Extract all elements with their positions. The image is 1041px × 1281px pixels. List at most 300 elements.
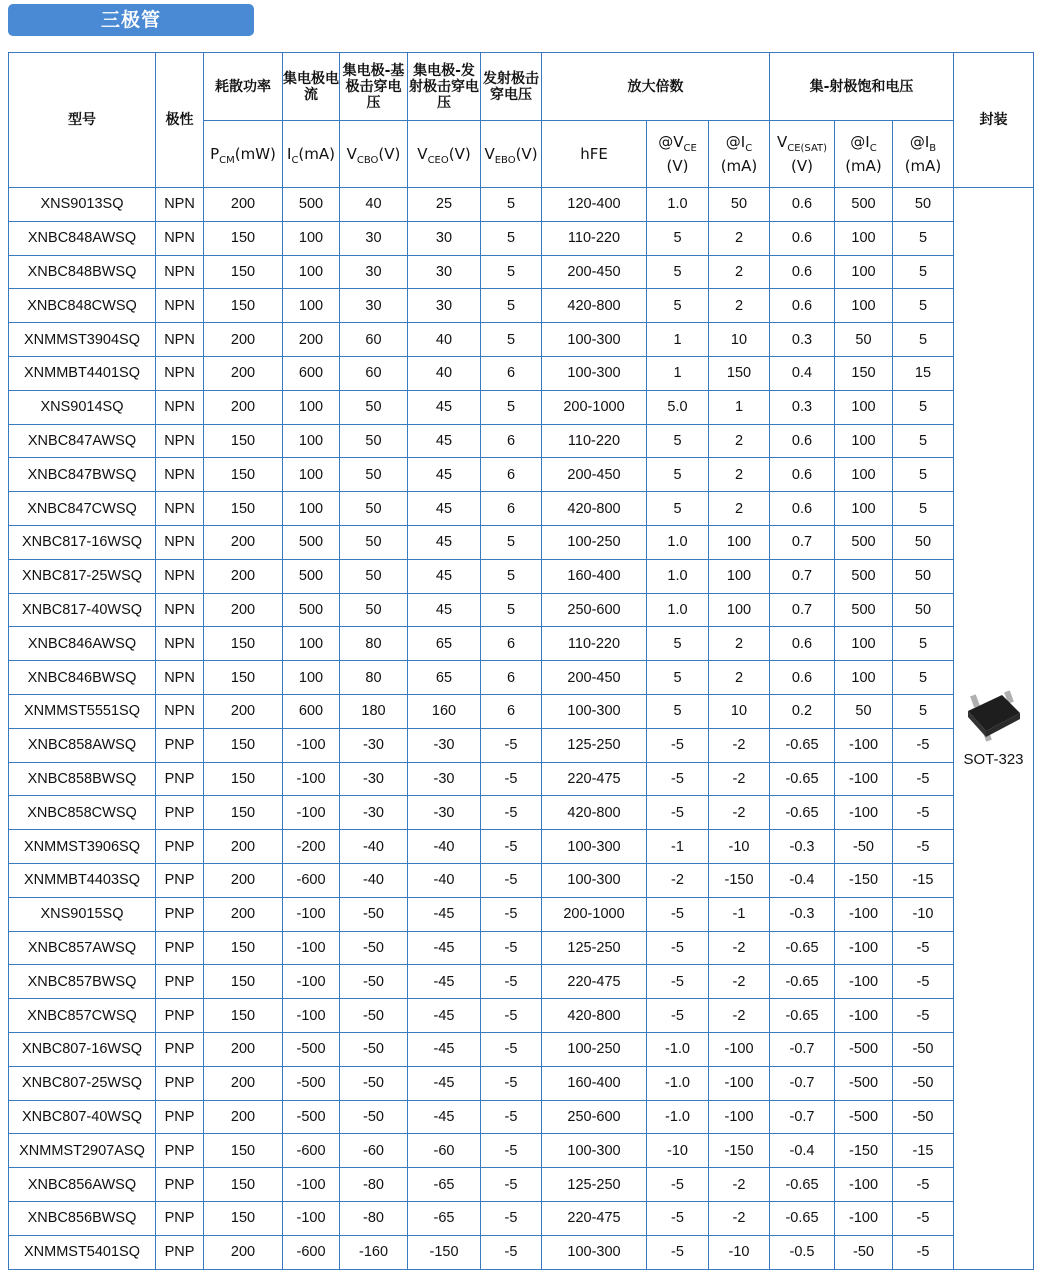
cell-ic: -100 [283, 1201, 340, 1235]
cell-ic: 100 [283, 458, 340, 492]
cell-at-ic2: 100 [835, 661, 893, 695]
cell-polarity: NPN [156, 525, 204, 559]
cell-pcm: 200 [204, 559, 283, 593]
cell-vebo: -5 [481, 1235, 542, 1269]
cell-ic: 100 [283, 627, 340, 661]
cell-at-ic2: -100 [835, 897, 893, 931]
table-row [9, 1201, 1034, 1235]
table-row [9, 1134, 1034, 1168]
cell-model: XNBC807-25WSQ [9, 1066, 156, 1100]
cell-ic: -100 [283, 1168, 340, 1202]
cell-model: XNBC846AWSQ [9, 627, 156, 661]
cell-at-ib: -5 [893, 999, 954, 1033]
table-row [9, 661, 1034, 695]
cell-vceo: -60 [408, 1134, 481, 1168]
cell-vcbo: -50 [340, 999, 408, 1033]
table-row [9, 356, 1034, 390]
cell-vcesat: 0.4 [770, 356, 835, 390]
cell-at-vce: -1.0 [647, 1066, 709, 1100]
cell-hfe: 250-600 [542, 593, 647, 627]
table-row [9, 796, 1034, 830]
table-row [9, 1032, 1034, 1066]
cell-vcbo: -50 [340, 1066, 408, 1100]
cell-at-ic: 2 [709, 255, 770, 289]
cell-ic: 100 [283, 390, 340, 424]
table-row [9, 1066, 1034, 1100]
cell-vcbo: 180 [340, 694, 408, 728]
cell-at-ib: 5 [893, 323, 954, 357]
cell-hfe: 125-250 [542, 728, 647, 762]
cell-at-ic2: -50 [835, 1235, 893, 1269]
cell-model: XNBC856AWSQ [9, 1168, 156, 1202]
cell-polarity: NPN [156, 593, 204, 627]
cell-vcesat: -0.4 [770, 863, 835, 897]
cell-at-vce: -5 [647, 897, 709, 931]
cell-vceo: 160 [408, 694, 481, 728]
cell-vcesat: 0.6 [770, 661, 835, 695]
cell-at-vce: -5 [647, 1235, 709, 1269]
table-row [9, 863, 1034, 897]
header-model: 型号 [9, 53, 156, 188]
cell-at-vce: 5 [647, 458, 709, 492]
cell-pcm: 200 [204, 694, 283, 728]
cell-vcbo: 80 [340, 661, 408, 695]
cell-at-ic: -2 [709, 762, 770, 796]
header-vcbo-title: 集电极-基极击穿电压 [340, 53, 408, 121]
header-at-vce: $@V_{CE}$ (V) [647, 121, 709, 188]
cell-ic: 100 [283, 424, 340, 458]
cell-ic: -100 [283, 796, 340, 830]
cell-at-ic: -10 [709, 830, 770, 864]
table-row [9, 255, 1034, 289]
cell-at-ib: 5 [893, 492, 954, 526]
cell-vebo: 5 [481, 221, 542, 255]
cell-ic: 100 [283, 661, 340, 695]
cell-at-ic: -100 [709, 1100, 770, 1134]
cell-at-vce: 1.0 [647, 188, 709, 222]
cell-vebo: 5 [481, 188, 542, 222]
header-vebo-title: 发射极击穿电压 [481, 53, 542, 121]
cell-vceo: -45 [408, 897, 481, 931]
cell-vcesat: -0.3 [770, 830, 835, 864]
cell-hfe: 200-1000 [542, 390, 647, 424]
cell-at-ic: 2 [709, 627, 770, 661]
cell-vebo: -5 [481, 762, 542, 796]
cell-at-ic: 2 [709, 221, 770, 255]
cell-ic: -100 [283, 728, 340, 762]
cell-vcbo: -40 [340, 863, 408, 897]
cell-vebo: 5 [481, 390, 542, 424]
cell-vceo: -30 [408, 762, 481, 796]
cell-at-ib: 5 [893, 221, 954, 255]
cell-at-ic: 100 [709, 525, 770, 559]
cell-hfe: 200-450 [542, 661, 647, 695]
cell-polarity: PNP [156, 965, 204, 999]
cell-ic: 500 [283, 188, 340, 222]
cell-vceo: -65 [408, 1168, 481, 1202]
cell-at-ic: 10 [709, 694, 770, 728]
cell-polarity: PNP [156, 1235, 204, 1269]
cell-vceo: 25 [408, 188, 481, 222]
table-row [9, 1168, 1034, 1202]
cell-polarity: NPN [156, 661, 204, 695]
cell-ic: -600 [283, 1134, 340, 1168]
table-row [9, 221, 1034, 255]
cell-vcbo: -30 [340, 762, 408, 796]
cell-vebo: 5 [481, 559, 542, 593]
cell-at-ic2: 100 [835, 492, 893, 526]
cell-model: XNBC856BWSQ [9, 1201, 156, 1235]
cell-at-ib: 50 [893, 593, 954, 627]
cell-at-ib: -50 [893, 1032, 954, 1066]
cell-at-ic2: 100 [835, 289, 893, 323]
cell-at-ib: -5 [893, 1168, 954, 1202]
cell-vcbo: -50 [340, 931, 408, 965]
cell-hfe: 220-475 [542, 965, 647, 999]
cell-polarity: NPN [156, 323, 204, 357]
cell-at-ic: 2 [709, 661, 770, 695]
cell-ic: 500 [283, 559, 340, 593]
cell-vcesat: -0.65 [770, 762, 835, 796]
cell-vebo: -5 [481, 728, 542, 762]
cell-ic: -100 [283, 999, 340, 1033]
cell-vceo: -65 [408, 1201, 481, 1235]
cell-ic: -500 [283, 1066, 340, 1100]
header-ic-unit: $I_C(mA)$ [283, 121, 340, 188]
cell-model: XNMMST5401SQ [9, 1235, 156, 1269]
cell-vebo: 6 [481, 694, 542, 728]
cell-at-ic2: -100 [835, 1201, 893, 1235]
cell-hfe: 220-475 [542, 1201, 647, 1235]
cell-vcbo: -80 [340, 1201, 408, 1235]
cell-vceo: 45 [408, 424, 481, 458]
cell-vebo: -5 [481, 897, 542, 931]
cell-polarity: NPN [156, 356, 204, 390]
cell-polarity: NPN [156, 458, 204, 492]
cell-at-ic2: 100 [835, 221, 893, 255]
cell-hfe: 100-300 [542, 863, 647, 897]
cell-at-ic: -100 [709, 1032, 770, 1066]
cell-pcm: 150 [204, 728, 283, 762]
cell-pcm: 150 [204, 221, 283, 255]
cell-at-ic2: 500 [835, 559, 893, 593]
cell-pcm: 150 [204, 458, 283, 492]
header-vebo-unit: $V_{EBO}(V)$ [481, 121, 542, 188]
cell-vcbo: -50 [340, 1100, 408, 1134]
header-pcm-title: 耗散功率 [204, 53, 283, 121]
cell-vcesat: -0.65 [770, 931, 835, 965]
cell-ic: 100 [283, 492, 340, 526]
cell-at-ic: -2 [709, 1201, 770, 1235]
cell-at-ib: -5 [893, 762, 954, 796]
cell-vebo: -5 [481, 1168, 542, 1202]
cell-ic: 500 [283, 593, 340, 627]
cell-at-vce: 1.0 [647, 559, 709, 593]
table-row [9, 762, 1034, 796]
cell-ic: 600 [283, 694, 340, 728]
cell-at-vce: 5 [647, 694, 709, 728]
cell-pcm: 150 [204, 931, 283, 965]
cell-hfe: 110-220 [542, 627, 647, 661]
cell-vcesat: -0.65 [770, 965, 835, 999]
cell-pcm: 150 [204, 1168, 283, 1202]
cell-at-vce: -5 [647, 931, 709, 965]
cell-pcm: 200 [204, 1235, 283, 1269]
cell-vebo: -5 [481, 999, 542, 1033]
cell-at-ic2: 100 [835, 458, 893, 492]
cell-at-vce: 5 [647, 221, 709, 255]
cell-model: XNBC848BWSQ [9, 255, 156, 289]
cell-vcbo: -160 [340, 1235, 408, 1269]
cell-vcesat: -0.65 [770, 796, 835, 830]
cell-vceo: -45 [408, 965, 481, 999]
cell-polarity: PNP [156, 897, 204, 931]
header-at-ic2: $@I_C$ (mA) [835, 121, 893, 188]
cell-hfe: 200-450 [542, 458, 647, 492]
cell-model: XNMMST3904SQ [9, 323, 156, 357]
cell-vcesat: -0.5 [770, 1235, 835, 1269]
cell-at-ic2: -100 [835, 999, 893, 1033]
cell-vebo: -5 [481, 1100, 542, 1134]
table-row [9, 323, 1034, 357]
cell-vcesat: -0.65 [770, 1168, 835, 1202]
cell-at-ic2: -100 [835, 728, 893, 762]
cell-at-vce: -1 [647, 830, 709, 864]
cell-vcesat: 0.7 [770, 593, 835, 627]
cell-vebo: 5 [481, 525, 542, 559]
cell-vcbo: -50 [340, 1032, 408, 1066]
table-row [9, 1100, 1034, 1134]
cell-vebo: -5 [481, 931, 542, 965]
cell-hfe: 200-1000 [542, 897, 647, 931]
cell-model: XNBC857CWSQ [9, 999, 156, 1033]
cell-at-ib: -50 [893, 1066, 954, 1100]
cell-hfe: 110-220 [542, 424, 647, 458]
cell-pcm: 150 [204, 492, 283, 526]
package-name: SOT-323 [963, 750, 1024, 768]
header-hfe: hFE [542, 121, 647, 188]
cell-vcesat: 0.6 [770, 289, 835, 323]
cell-polarity: NPN [156, 390, 204, 424]
cell-at-ic: 100 [709, 593, 770, 627]
cell-vcesat: -0.7 [770, 1100, 835, 1134]
header-package: 封装 [954, 53, 1034, 188]
cell-at-ic: -150 [709, 1134, 770, 1168]
cell-vcesat: 0.2 [770, 694, 835, 728]
cell-polarity: NPN [156, 221, 204, 255]
cell-vcesat: 0.6 [770, 424, 835, 458]
cell-model: XNBC847BWSQ [9, 458, 156, 492]
cell-pcm: 200 [204, 356, 283, 390]
cell-pcm: 200 [204, 830, 283, 864]
cell-vceo: 45 [408, 525, 481, 559]
cell-at-ic: 150 [709, 356, 770, 390]
cell-model: XNBC857BWSQ [9, 965, 156, 999]
cell-at-vce: -5 [647, 762, 709, 796]
cell-vcbo: 50 [340, 458, 408, 492]
cell-model: XNBC858CWSQ [9, 796, 156, 830]
sot323-package-icon [962, 689, 1026, 745]
cell-hfe: 100-300 [542, 694, 647, 728]
cell-vceo: 30 [408, 255, 481, 289]
cell-model: XNS9015SQ [9, 897, 156, 931]
cell-vcesat: 0.7 [770, 525, 835, 559]
cell-vcbo: 50 [340, 593, 408, 627]
header-vcesat: $V_{CE(SAT)}$ (V) [770, 121, 835, 188]
cell-hfe: 100-300 [542, 830, 647, 864]
header-ic-title: 集电极电流 [283, 53, 340, 121]
cell-at-ic2: -150 [835, 863, 893, 897]
cell-vebo: -5 [481, 863, 542, 897]
cell-pcm: 200 [204, 863, 283, 897]
cell-vcesat: 0.6 [770, 188, 835, 222]
cell-vcesat: -0.65 [770, 999, 835, 1033]
cell-polarity: PNP [156, 1168, 204, 1202]
header-at-ic: $@I_C$ (mA) [709, 121, 770, 188]
cell-ic: 100 [283, 289, 340, 323]
cell-hfe: 420-800 [542, 289, 647, 323]
cell-polarity: NPN [156, 255, 204, 289]
cell-model: XNS9013SQ [9, 188, 156, 222]
cell-at-ib: -5 [893, 830, 954, 864]
cell-at-ib: 50 [893, 559, 954, 593]
cell-vceo: 30 [408, 289, 481, 323]
cell-ic: 100 [283, 255, 340, 289]
cell-vceo: -30 [408, 796, 481, 830]
cell-at-vce: -5 [647, 728, 709, 762]
cell-at-ic2: -150 [835, 1134, 893, 1168]
cell-hfe: 200-450 [542, 255, 647, 289]
cell-at-vce: 5 [647, 492, 709, 526]
cell-pcm: 150 [204, 627, 283, 661]
cell-vebo: -5 [481, 1134, 542, 1168]
cell-vebo: 6 [481, 458, 542, 492]
cell-at-ib: 5 [893, 458, 954, 492]
cell-vcesat: 0.3 [770, 323, 835, 357]
cell-hfe: 100-250 [542, 1032, 647, 1066]
cell-at-ic2: -100 [835, 1168, 893, 1202]
cell-vebo: 5 [481, 593, 542, 627]
cell-at-ib: -5 [893, 796, 954, 830]
cell-at-ic: 2 [709, 492, 770, 526]
table-row [9, 289, 1034, 323]
cell-polarity: PNP [156, 830, 204, 864]
cell-ic: -200 [283, 830, 340, 864]
cell-vcbo: -60 [340, 1134, 408, 1168]
cell-hfe: 420-800 [542, 796, 647, 830]
cell-at-ic: -2 [709, 965, 770, 999]
cell-at-ic: 10 [709, 323, 770, 357]
cell-at-ic2: 500 [835, 188, 893, 222]
cell-vcbo: 50 [340, 559, 408, 593]
cell-pcm: 200 [204, 1066, 283, 1100]
cell-ic: -600 [283, 863, 340, 897]
table-row [9, 559, 1034, 593]
cell-hfe: 220-475 [542, 762, 647, 796]
cell-at-ic: -2 [709, 1168, 770, 1202]
cell-vebo: 5 [481, 323, 542, 357]
cell-at-ic2: -100 [835, 796, 893, 830]
cell-at-ib: -5 [893, 965, 954, 999]
cell-vcbo: 50 [340, 390, 408, 424]
cell-at-ic2: 100 [835, 255, 893, 289]
cell-at-vce: 5.0 [647, 390, 709, 424]
header-pcm-unit: $P_{CM}(mW)$ [204, 121, 283, 188]
cell-polarity: NPN [156, 694, 204, 728]
cell-at-ic: 100 [709, 559, 770, 593]
cell-at-ic2: 100 [835, 424, 893, 458]
cell-at-ic: -2 [709, 796, 770, 830]
cell-at-ic2: 50 [835, 694, 893, 728]
cell-polarity: PNP [156, 762, 204, 796]
cell-at-vce: 1.0 [647, 593, 709, 627]
package-cell [954, 188, 1034, 1270]
cell-vcesat: 0.7 [770, 559, 835, 593]
header-gain-title: 放大倍数 [542, 53, 770, 121]
cell-hfe: 120-400 [542, 188, 647, 222]
cell-polarity: PNP [156, 728, 204, 762]
cell-at-ib: -5 [893, 1235, 954, 1269]
table-row [9, 1235, 1034, 1269]
cell-ic: 500 [283, 525, 340, 559]
cell-vcesat: 0.6 [770, 627, 835, 661]
cell-vebo: 6 [481, 492, 542, 526]
cell-vcbo: -50 [340, 965, 408, 999]
cell-at-vce: -5 [647, 965, 709, 999]
cell-hfe: 420-800 [542, 492, 647, 526]
cell-vceo: 65 [408, 627, 481, 661]
cell-at-vce: 5 [647, 661, 709, 695]
cell-hfe: 100-300 [542, 323, 647, 357]
cell-ic: 600 [283, 356, 340, 390]
cell-vcbo: 60 [340, 356, 408, 390]
cell-at-ic2: 500 [835, 593, 893, 627]
cell-at-vce: -1.0 [647, 1100, 709, 1134]
cell-at-vce: -5 [647, 1168, 709, 1202]
cell-pcm: 200 [204, 323, 283, 357]
cell-vcbo: -50 [340, 897, 408, 931]
cell-vcesat: 0.6 [770, 458, 835, 492]
cell-at-ic: 1 [709, 390, 770, 424]
cell-at-ib: 5 [893, 424, 954, 458]
cell-at-ib: 5 [893, 694, 954, 728]
cell-model: XNBC807-16WSQ [9, 1032, 156, 1066]
cell-at-vce: 5 [647, 255, 709, 289]
cell-vebo: -5 [481, 1201, 542, 1235]
cell-model: XNBC858AWSQ [9, 728, 156, 762]
table-row [9, 593, 1034, 627]
cell-vebo: 6 [481, 424, 542, 458]
cell-at-vce: -5 [647, 1201, 709, 1235]
cell-vcbo: 80 [340, 627, 408, 661]
cell-ic: 200 [283, 323, 340, 357]
section-title: 三极管 [8, 4, 254, 36]
cell-model: XNBC817-40WSQ [9, 593, 156, 627]
cell-at-ib: -5 [893, 1201, 954, 1235]
table-row [9, 390, 1034, 424]
cell-polarity: PNP [156, 1032, 204, 1066]
cell-pcm: 200 [204, 525, 283, 559]
cell-model: XNBC858BWSQ [9, 762, 156, 796]
table-row [9, 728, 1034, 762]
cell-vebo: 6 [481, 627, 542, 661]
cell-at-vce: 5 [647, 289, 709, 323]
cell-at-ic: 50 [709, 188, 770, 222]
cell-vceo: -45 [408, 1100, 481, 1134]
cell-at-ic2: -500 [835, 1100, 893, 1134]
cell-vceo: 45 [408, 458, 481, 492]
cell-at-ic2: 150 [835, 356, 893, 390]
